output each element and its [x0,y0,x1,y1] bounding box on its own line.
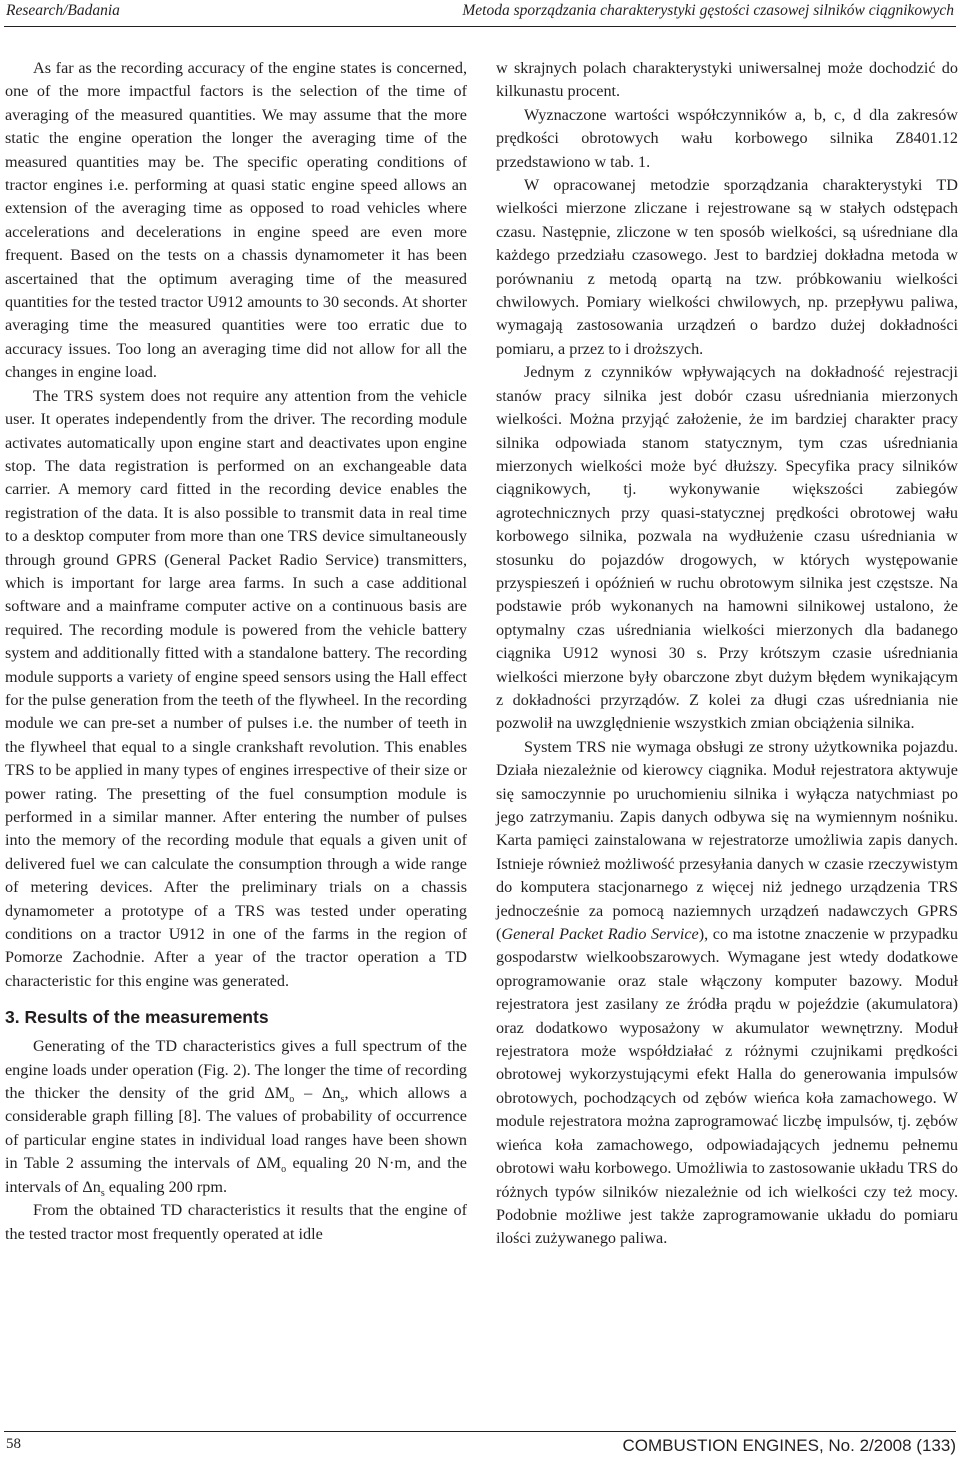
left-paragraph-1: As far as the recording accuracy of the engine states is concerned, one of the more impactful factors is the selection of the time of averaging of the measured quantities. We may assume that the more static the engine operation the longer the averaging time of the measured quantities may be. The specific operating conditions of tractor engines i.e. performing at quasi static engine speed allows an extension of the averaging time as opposed to road vehicles where accelerations and decelerations in engine speed are even more frequent. Based on the tests on a chassis dynamometer it has been ascertained that the optimum averaging time of the measured quantities for the tested tractor U912 amounts to 30 seconds. At shorter averaging time the measured quantities were too erratic due to accuracy issues. Too long an averaging time did not allow for all the changes in engine load. [5,59,467,382]
header-section-label: Research/Badania [6,2,120,19]
footer-rule [4,1431,956,1432]
right-paragraph-3: Jednym z czynników wpływających na dokładność rejestracji stanów pracy silnika jest dobór czasu uśredniania mierzonych wielkości. Można przyjąć założenie, że im bardziej charakter pracy silnika odpowiada stanom statycznym, tym czas uśredniania mierzonych wielkości może być dłuższy. Specyfika pracy silników ciągnikowych, tj. wykonywanie większości zabiegów agrotechnicznych przy quasi-statycznej prędkości obrotowej wału korbowego silnika, pozwala na wydłużenie czasu uśredniania w stosunku do pojazdów drogowych, w których występowanie przyspieszeń i opóźnień w ruchu obrotowym silnika jest częstsze. Na podstawie prób wykonanych na hamowni silnikowej ustalono, że optymalny czas uśredniania wielkości mierzonych dla badanego ciągnika U912 wynosi 30 s. Przy krótszym czasie uśredniania wielkości mierzone były obarczone zbyt dużym błędem wynikającym z dokładności przyrządów. Z kolei za długi czas uśredniania nie pozwolił na uwzględnienie wszystkich zmian obciążenia silnika. [496,363,958,733]
left-paragraph-3: Generating of the TD characteristics gives a full spectrum of the engine loads under operation (Fig. 2). The longer the time of recording the thicker the density of the grid $\Delta M_o - \Delta n_s$, which allows a considerable graph filling [8]. The values of probability of occurrence of particular engine states in individual load ranges have been shown in Table 2 assuming the intervals of $\Delta M_o$ equaling 20 N·m, and the intervals of $\Delta n_s$ equaling 200 rpm. [5,1037,467,1199]
right-column [496,57,958,1251]
right-paragraph-1: Wyznaczone wartości współczynników a, b, c, d dla zakresów prędkości obrotowych wału korbowego silnika Z8401.12 przedstawiono w tab. 1. [496,105,958,171]
section-heading: 3. Results of the measurements [5,1007,269,1028]
journal-citation: COMBUSTION ENGINES, No. 2/2008 (133) [622,1436,956,1455]
header-article-title: Metoda sporządzania charakterystyki gęstości czasowej silników ciągnikowych [462,2,954,19]
right-paragraph-2: W opracowanej metodzie sporządzania charakterystyki TD wielkości mierzone zliczane i rejestrowane są w stałych odstępach czasu. Następnie, zliczone w ten sposób wielkości, są uśredniane dla każdego przedziału czasowego. Jest to bardziej dokładna metoda w porównaniu z metodą opartą na tzw. próbkowaniu wielkości chwilowych. Pomiary wielkości chwilowych, np. przepływu paliwa, wymagają zastosowania urządzeń o bardzo dużej dokładności pomiaru, a przez to i droższych. [496,176,958,358]
right-paragraph-4: System TRS nie wymaga obsługi ze strony użytkownika pojazdu. Działa niezależnie od kierowcy ciągnika. Moduł rejestratora aktywuje się samoczynnie po uruchomieniu silnika i wyłącza natychmiast po jego zatrzymaniu. Zapis danych odbywa się na wymiennym nośniku. Karta pamięci zainstalowana w rejestratorze umożliwia zapis danych. Istnieje również możliwość przesyłania danych w czasie rzeczywistym do komputera stacjonarnego z więcej niż jednego urządzenia TRS jednocześnie za pomocą naziemnych urządzeń nadawczych GPRS (General Packet Radio Service), co ma istotne znaczenie w przypadku gospodarstw wielkoobszarowych. Wymagane jest wtedy dodatkowe oprogramowanie oraz stale włączony komputer bazowy. Moduł rejestratora jest zasilany ze źródła prądu w pojeździe (akumulatora) oraz dodatkowo wyposażony w akumulator wewnętrzny. Moduł rejestratora może współdziałać z różnymi czujnikami prędkości obrotowej wykorzystującymi efekt Halla do generowania impulsów obrotowych, pochodzących od zębów wieńca koła zamachowego. W module rejestratora można zaprogramować liczbę impulsów, tj. zębów wieńca koła zamachowego, odpowiadających jednemu pełnemu obrotowi wału korbowego. Umożliwia to zastosowanie układu TRS do różnych typów silników niezależnie od ich wielkości czy też mocy. Podobnie możliwe jest także zaprogramowanie układu do pomiaru ilości zużywanego paliwa. [496,737,958,1248]
page-number: 58 [6,1436,21,1452]
left-paragraph-4: From the obtained TD characteristics it results that the engine of the tested tractor most frequently operated at idle [5,1201,467,1243]
left-paragraph-2: The TRS system does not require any attention from the vehicle user. It operates independently from the driver. The recording module activates automatically upon engine start and deactivates upon engine stop. The data registration is performed on an exchangeable data carrier. A memory card fitted in the recording device enables the registration of the data. It is also possible to transmit data in real time to a desktop computer from more than one TRS device simultaneously through ground GPRS (General Packet Radio Service) transmitters, which is important for large area farms. In such a case additional software and a mainframe computer active on a continuous basis are required. The recording module is powered from the vehicle battery system and additionally fitted with a standalone battery. The recording module supports a variety of engine speed sensors using the Hall effect for the pulse generation from the teeth of the flywheel. In the recording module we can pre-set a number of pulses i.e. the number of teeth in the flywheel that equal to a single crankshaft revolution. This enables TRS to be applied in many types of engines irrespective of their size or power rating. The presetting of the fuel consumption module is performed in a similar manner. After entering the number of pulses into the memory of the recording module that equals a given unit of delivered fuel we can calculate the consumption through a wide range of metering devices. After the preliminary trials on a chassis dynamometer a prototype of a TRS was tested under operating conditions on a tractor U912 in one of the farms in the region of Pomorze Zachodnie. After a year of the tractor operation a TD characteristic for this engine was generated. [5,386,467,990]
right-paragraph-0: w skrajnych polach charakterystyki uniwersalnej może dochodzić do kilkunastu procent. [496,59,958,101]
running-header [4,0,956,27]
left-column [5,57,467,1246]
